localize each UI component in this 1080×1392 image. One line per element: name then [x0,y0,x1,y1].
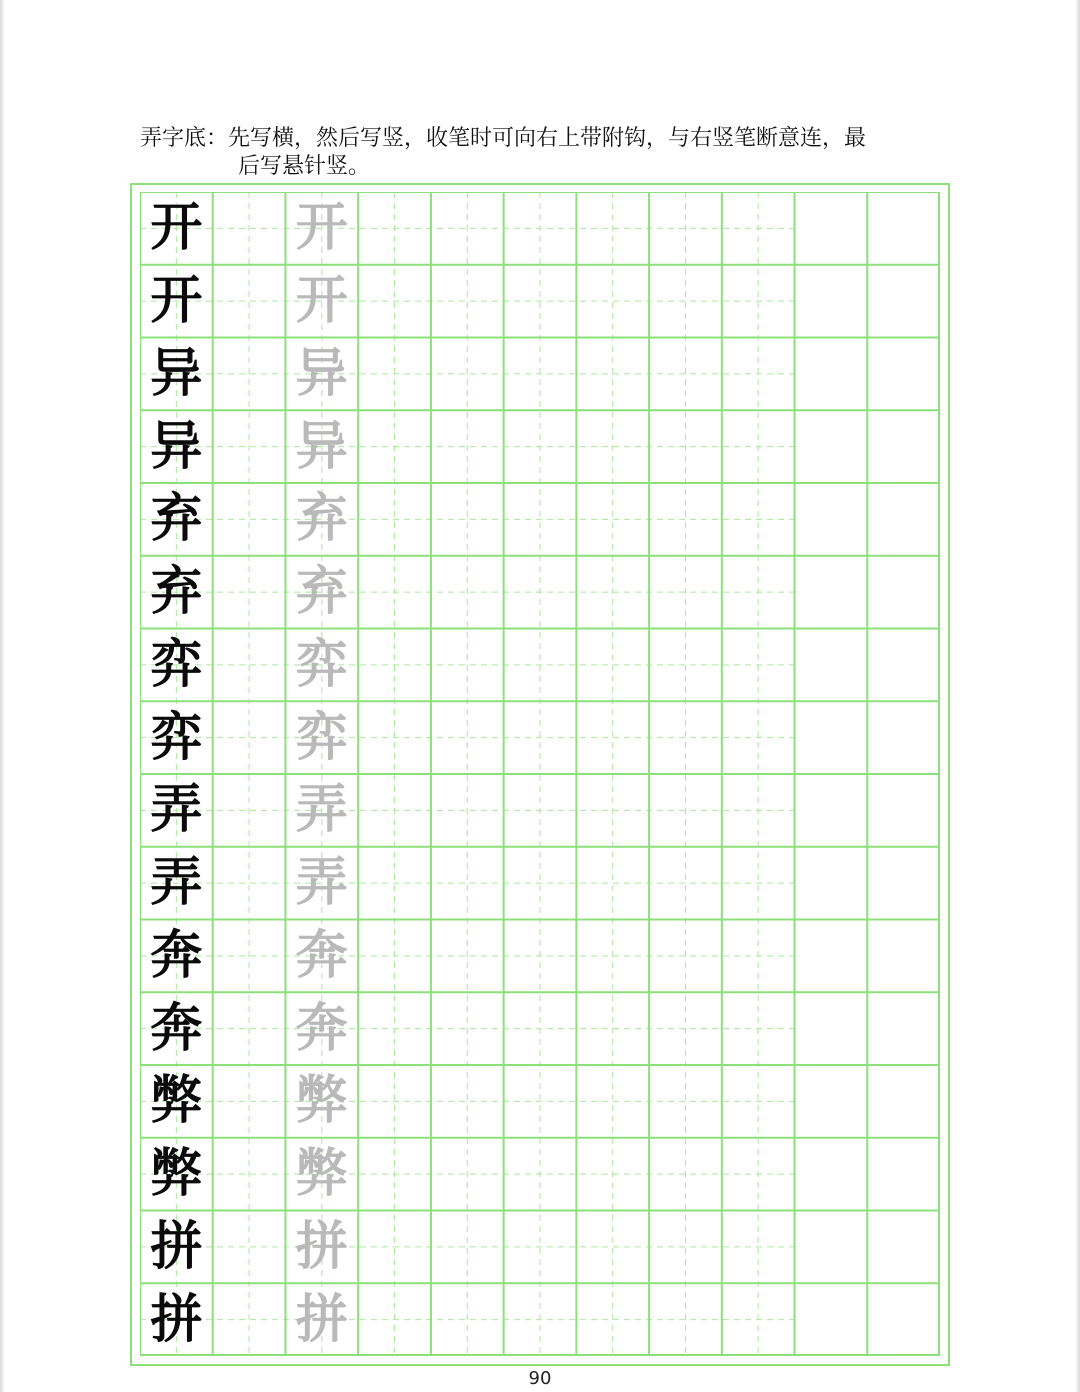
trace-character: 拼 [295,1288,348,1350]
page-shadow-right [1075,0,1080,1392]
model-character: 异 [150,342,203,404]
practice-row [140,556,940,629]
trace-character: 开 [295,270,348,332]
practice-row [140,1283,940,1356]
page-shadow-left [0,0,5,1392]
model-character: 弃 [150,488,203,550]
trace-character: 弄 [295,852,348,914]
trace-character: 异 [295,415,348,477]
trace-character: 弃 [295,561,348,623]
model-character: 拼 [150,1288,203,1350]
instruction-text [140,124,970,182]
model-character: 弊 [150,1143,203,1205]
practice-row [140,629,940,702]
instruction-line-1 [140,124,970,154]
practice-row [140,847,940,920]
model-character: 弄 [150,852,203,914]
trace-character: 弄 [295,779,348,841]
model-character: 弈 [150,706,203,768]
trace-character: 弊 [295,1070,348,1132]
instruction-body-1: 先写横，然后写竖，收笔时可向右上带附钩，与右竖笔断意连，最 [228,126,867,151]
practice-row [140,192,940,265]
model-character: 奔 [150,924,203,986]
trace-character: 拼 [295,1215,348,1277]
practice-row [140,1211,940,1284]
trace-character: 奔 [295,924,348,986]
practice-row [140,265,940,338]
model-character: 弊 [150,1070,203,1132]
model-character: 开 [150,197,203,259]
model-character: 弃 [150,561,203,623]
trace-character: 弈 [295,706,348,768]
practice-grid [140,192,940,1356]
trace-character: 弈 [295,633,348,695]
trace-character: 开 [295,197,348,259]
model-character: 弄 [150,779,203,841]
trace-character: 弊 [295,1143,348,1205]
instruction-label: 弄字底： [140,126,229,151]
practice-row [140,1065,940,1138]
model-character: 异 [150,415,203,477]
model-character: 奔 [150,997,203,1059]
practice-row [140,338,940,411]
practice-row [140,992,940,1065]
instruction-line-2: 后写悬针竖。 [238,154,371,179]
model-character: 弈 [150,633,203,695]
trace-character: 奔 [295,997,348,1059]
model-character: 开 [150,270,203,332]
practice-row [140,774,940,847]
practice-row [140,920,940,993]
page-number: 90 [528,1368,552,1389]
practice-row [140,1138,940,1211]
practice-row [140,483,940,556]
practice-row [140,701,940,774]
model-character: 拼 [150,1215,203,1277]
trace-character: 弃 [295,488,348,550]
practice-rows [140,192,940,1356]
trace-character: 异 [295,342,348,404]
practice-row [140,410,940,483]
